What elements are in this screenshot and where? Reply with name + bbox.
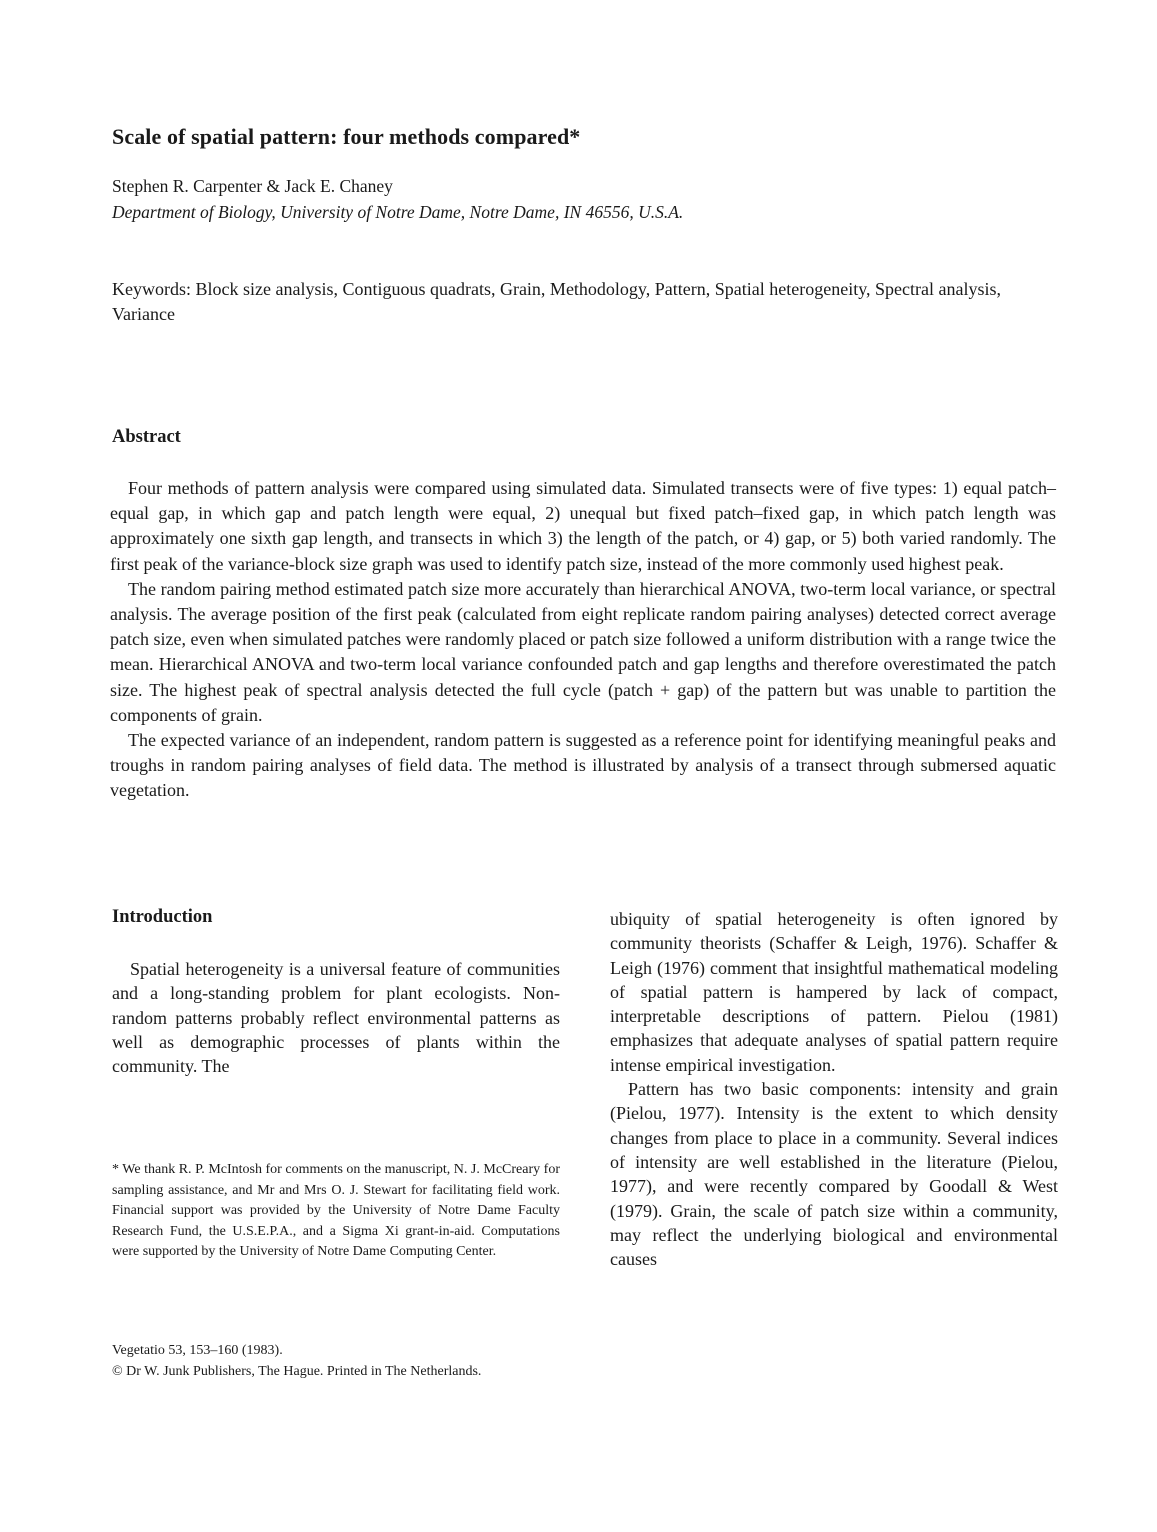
- paper-keywords: Keywords: Block size analysis, Contiguous quadrats, Grain, Methodology, Pattern, Spatial heterogeneity, Spectral analysis, Variance: [112, 279, 1001, 324]
- acknowledgement-footnote: * We thank R. P. McIntosh for comments on the manuscript, N. J. McCreary for sampling assistance, and Mr and Mrs O. J. Stewart for facilitating field work. Financial support was provided by the University of Notre Dame Faculty Research Fund, the U.S.E.P.A., and a Sigma Xi grant-in-aid. Computations were supported by the University of Notre Dame Computing Center.: [112, 1162, 560, 1259]
- paper-authors: Stephen R. Carpenter & Jack E. Chaney: [112, 176, 393, 196]
- paper-affiliation: Department of Biology, University of Notre Dame, Notre Dame, IN 46556, U.S.A.: [112, 202, 684, 222]
- introduction-paragraph-1-continued: ubiquity of spatial heterogeneity is often ignored by community theorists (Schaffer & Leigh, 1976). Schaffer & Leigh (1976) comment that insightful mathematical modeling of spatial pattern is hampered by lack of compact, interpretable descriptions of pattern. Pielou (1981) emphasizes that adequate analyses of spatial pattern require intense empirical investigation.: [610, 909, 1058, 1075]
- copyright-notice: © Dr W. Junk Publishers, The Hague. Printed in The Netherlands.: [112, 1364, 482, 1379]
- abstract-paragraph-2: The random pairing method estimated patch size more accurately than hierarchical ANOVA, two-term local variance, or spectral analysis. The average position of the first peak (calculated from eight replicate random pairing analyses) detected correct average patch size, even when simulated patches were randomly placed or patch size followed a uniform distribution with a range twice the mean. Hierarchical ANOVA and two-term local variance confounded patch and gap lengths and therefore overestimated the patch size. The highest peak of spectral analysis detected the full cycle (patch + gap) of the pattern but was unable to partition the components of grain.: [110, 578, 1056, 725]
- abstract-heading: Abstract: [112, 427, 181, 447]
- introduction-heading: Introduction: [112, 907, 213, 927]
- journal-citation: [112, 1340, 481, 1382]
- abstract-body: [110, 476, 1056, 804]
- introduction-right-column: [610, 907, 1058, 1271]
- abstract-paragraph-1: Four methods of pattern analysis were compared using simulated data. Simulated transects were of five types: 1) equal patch–equal gap, in which gap and patch length were equal, 2) unequal but fixed patch–fixed gap, in which patch length was approximately one sixth gap length, and transects in which 3) the length of the patch, or 4) gap, or 5) both varied randomly. The first peak of the variance-block size graph was used to identify patch size, instead of the more commonly used highest peak.: [110, 478, 1056, 574]
- introduction-paragraph-2: Pattern has two basic components: intensity and grain (Pielou, 1977). Intensity is the extent to which density changes from place to place in a community. Several indices of intensity are well established in the literature (Pielou, 1977), and were recently compared by Goodall & West (1979). Grain, the scale of patch size within a community, may reflect the underlying biological and environmental causes: [610, 1079, 1058, 1270]
- introduction-left-column: [112, 957, 560, 1078]
- journal-reference: Vegetatio 53, 153–160 (1983).: [112, 1343, 283, 1358]
- abstract-paragraph-3: The expected variance of an independent, random pattern is suggested as a reference point for identifying meaningful peaks and troughs in random pairing analyses of field data. The method is illustrated by analysis of a transect through submersed aquatic vegetation.: [110, 730, 1056, 801]
- paper-title: Scale of spatial pattern: four methods compared*: [112, 124, 581, 149]
- introduction-paragraph-1: Spatial heterogeneity is a universal feature of communities and a long-standing problem for plant ecologists. Non-random patterns probably reflect environmental patterns as well as demographic processes of plants within the community. The: [112, 959, 560, 1077]
